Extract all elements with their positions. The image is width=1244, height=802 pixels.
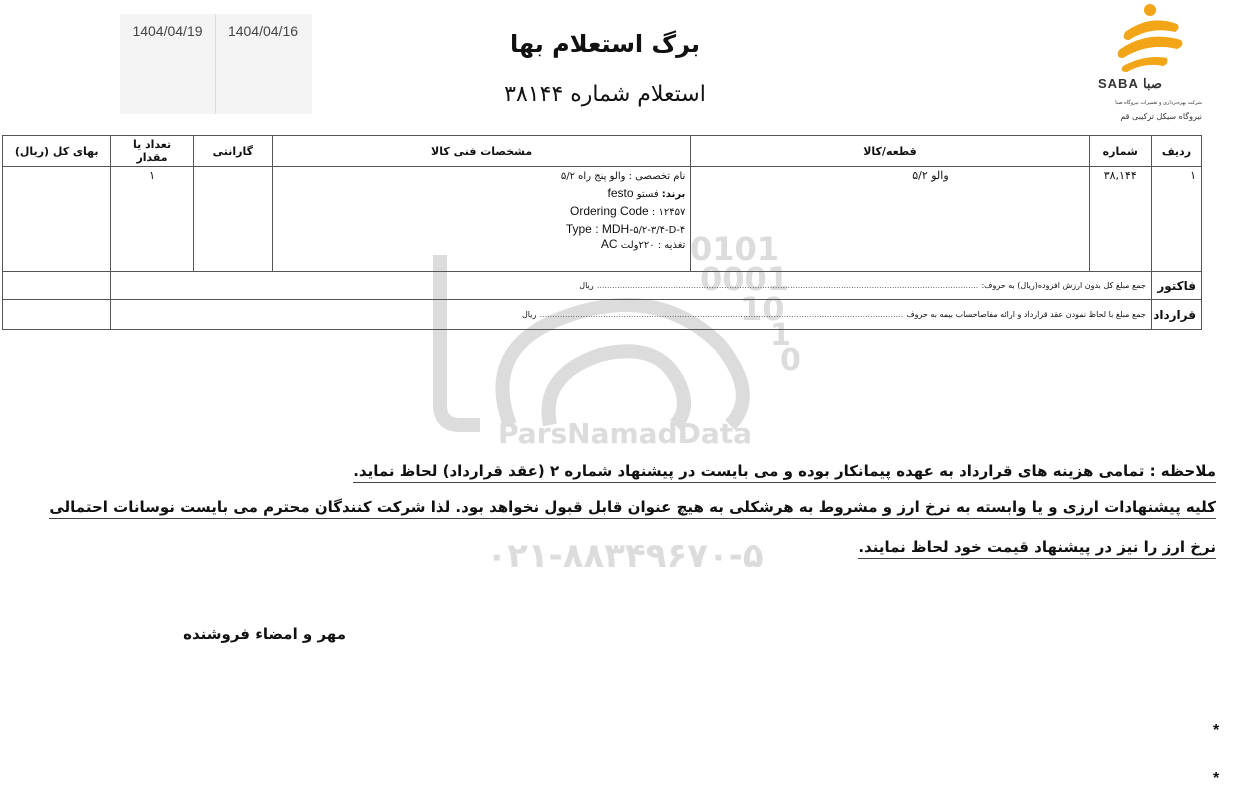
saba-logo xyxy=(1095,0,1205,130)
note-line-2 xyxy=(49,498,1216,516)
watermark-binary: 0 xyxy=(780,343,801,378)
header-specs: مشخصات فنی کالا xyxy=(272,136,690,167)
date-boxes xyxy=(120,14,312,114)
contract-amount-cell xyxy=(3,300,111,330)
asterisk: * xyxy=(1213,770,1220,787)
invoice-dots: ...................................................................................................................................................... xyxy=(596,281,979,290)
spec-power-label: تغذیه : ۲۲۰ولت xyxy=(620,240,686,251)
watermark-binary: 0001 xyxy=(700,260,790,298)
invoice-amount-cell xyxy=(3,272,111,300)
header-row-number: ردیف xyxy=(1151,136,1201,167)
spec-name: نام تخصصی : والو پنج راه ۵/۲ xyxy=(560,171,686,182)
header-item: قطعه/کالا xyxy=(691,136,1089,167)
note-line-1-text: ملاحظه : تمامی هزینه های قرارداد به عهده پیمانکار بوده و می بایست در پیشنهاد شماره ۲ (عقد قرارداد) لحاظ نماید. xyxy=(353,462,1216,483)
logo-name: SABA صبا xyxy=(1098,76,1162,91)
cell-specs xyxy=(272,167,690,272)
inquiry-number: استعلام شماره ۳۸۱۴۴ xyxy=(504,82,706,107)
invoice-text: جمع مبلغ کل بدون ارزش افزوده(ریال) به حروف: xyxy=(981,281,1146,290)
cell-total xyxy=(3,167,111,272)
spec-type-value: ۵/۲-۳/۴-D-۴ xyxy=(633,225,686,236)
cell-row-number: ۱ xyxy=(1151,167,1201,272)
note-line-3-text: نرخ ارز را نیز در پیشنهاد قیمت خود لحاظ نمایند. xyxy=(858,538,1216,559)
watermark-binary: 10 xyxy=(740,290,785,328)
logo-dot xyxy=(1144,4,1156,16)
seller-signature-label: مهر و امضاء فروشنده xyxy=(183,625,346,643)
invoice-unit: ریال xyxy=(579,281,594,290)
spec-ordering-label: Ordering Code xyxy=(570,204,649,218)
spec-brand-fa: فستو xyxy=(636,189,659,200)
invoice-label: فاکتور xyxy=(1151,272,1201,300)
cell-warranty xyxy=(193,167,272,272)
note-line-3 xyxy=(858,538,1216,556)
header-total: بهای کل (ریال) xyxy=(3,136,111,167)
logo-plant: نیروگاه سیکل ترکیبی قم xyxy=(1120,112,1202,121)
watermark-binary: 0101 xyxy=(690,230,780,268)
date-box: 1404/04/19 xyxy=(132,23,203,39)
spec-power xyxy=(278,239,685,251)
contract-dots: ............................................................................................................................................... xyxy=(539,310,904,319)
header-qty: تعداد یا مقدار xyxy=(111,136,193,167)
spec-type xyxy=(278,221,685,239)
spec-power-en: AC xyxy=(600,237,618,251)
contract-unit: ریال xyxy=(521,310,537,319)
date-box: 1404/04/16 xyxy=(215,14,310,114)
invoice-text-cell xyxy=(111,272,1151,300)
watermark-shape xyxy=(549,351,684,425)
cell-number: ۳۸,۱۴۴ xyxy=(1089,167,1151,272)
table-header-row xyxy=(3,136,1202,167)
logo-company: شرکت بهره‌برداری و تعمیرات نیروگاه صبا xyxy=(1115,100,1202,106)
table-row xyxy=(3,167,1202,272)
cell-item: والو ۵/۲ xyxy=(691,167,1089,272)
logo-swirl xyxy=(1122,57,1168,72)
inquiry-table xyxy=(2,135,1202,330)
contract-label: قرارداد xyxy=(1151,300,1201,330)
spec-brand-label: برند: xyxy=(661,189,686,200)
note-line-1 xyxy=(353,462,1216,480)
spec-ordering-value: : ۱۲۴۵۷ xyxy=(651,207,686,218)
contract-text-cell xyxy=(111,300,1151,330)
cell-qty: ۱ xyxy=(111,167,193,272)
spec-type-label: Type : MDH- xyxy=(565,222,634,236)
note-line-2-text: کلیه پیشنهادات ارزی و یا وابسته به نرخ ارز و مشروط به هرشکلی به هیچ عنوان قابل قبول نخواهد بود. لذا شرکت کنندگان محترم می بایست نوسانات احتمالی xyxy=(49,498,1216,519)
watermark-binary: 1 xyxy=(770,318,791,353)
header-warranty: گارانتی xyxy=(193,136,272,167)
contract-row xyxy=(3,300,1202,330)
spec-brand xyxy=(278,185,685,203)
watermark-brand: ParsNamadData xyxy=(498,417,752,450)
watermark-phone: ۰۲۱-۸۸۳۴۹۶۷۰-۵ xyxy=(486,536,764,576)
asterisk: * xyxy=(1213,722,1220,739)
invoice-row xyxy=(3,272,1202,300)
logo-swirl xyxy=(1124,20,1179,40)
spec-ordering-code xyxy=(278,203,685,221)
spec-brand-en: festo xyxy=(607,186,634,200)
contract-text: جمع مبلغ با لحاظ نمودن عقد قرارداد و ارائه مفاصاحساب بیمه به حروف xyxy=(906,310,1146,319)
page-title: برگ استعلام بها xyxy=(509,30,701,58)
header-number: شماره xyxy=(1089,136,1151,167)
